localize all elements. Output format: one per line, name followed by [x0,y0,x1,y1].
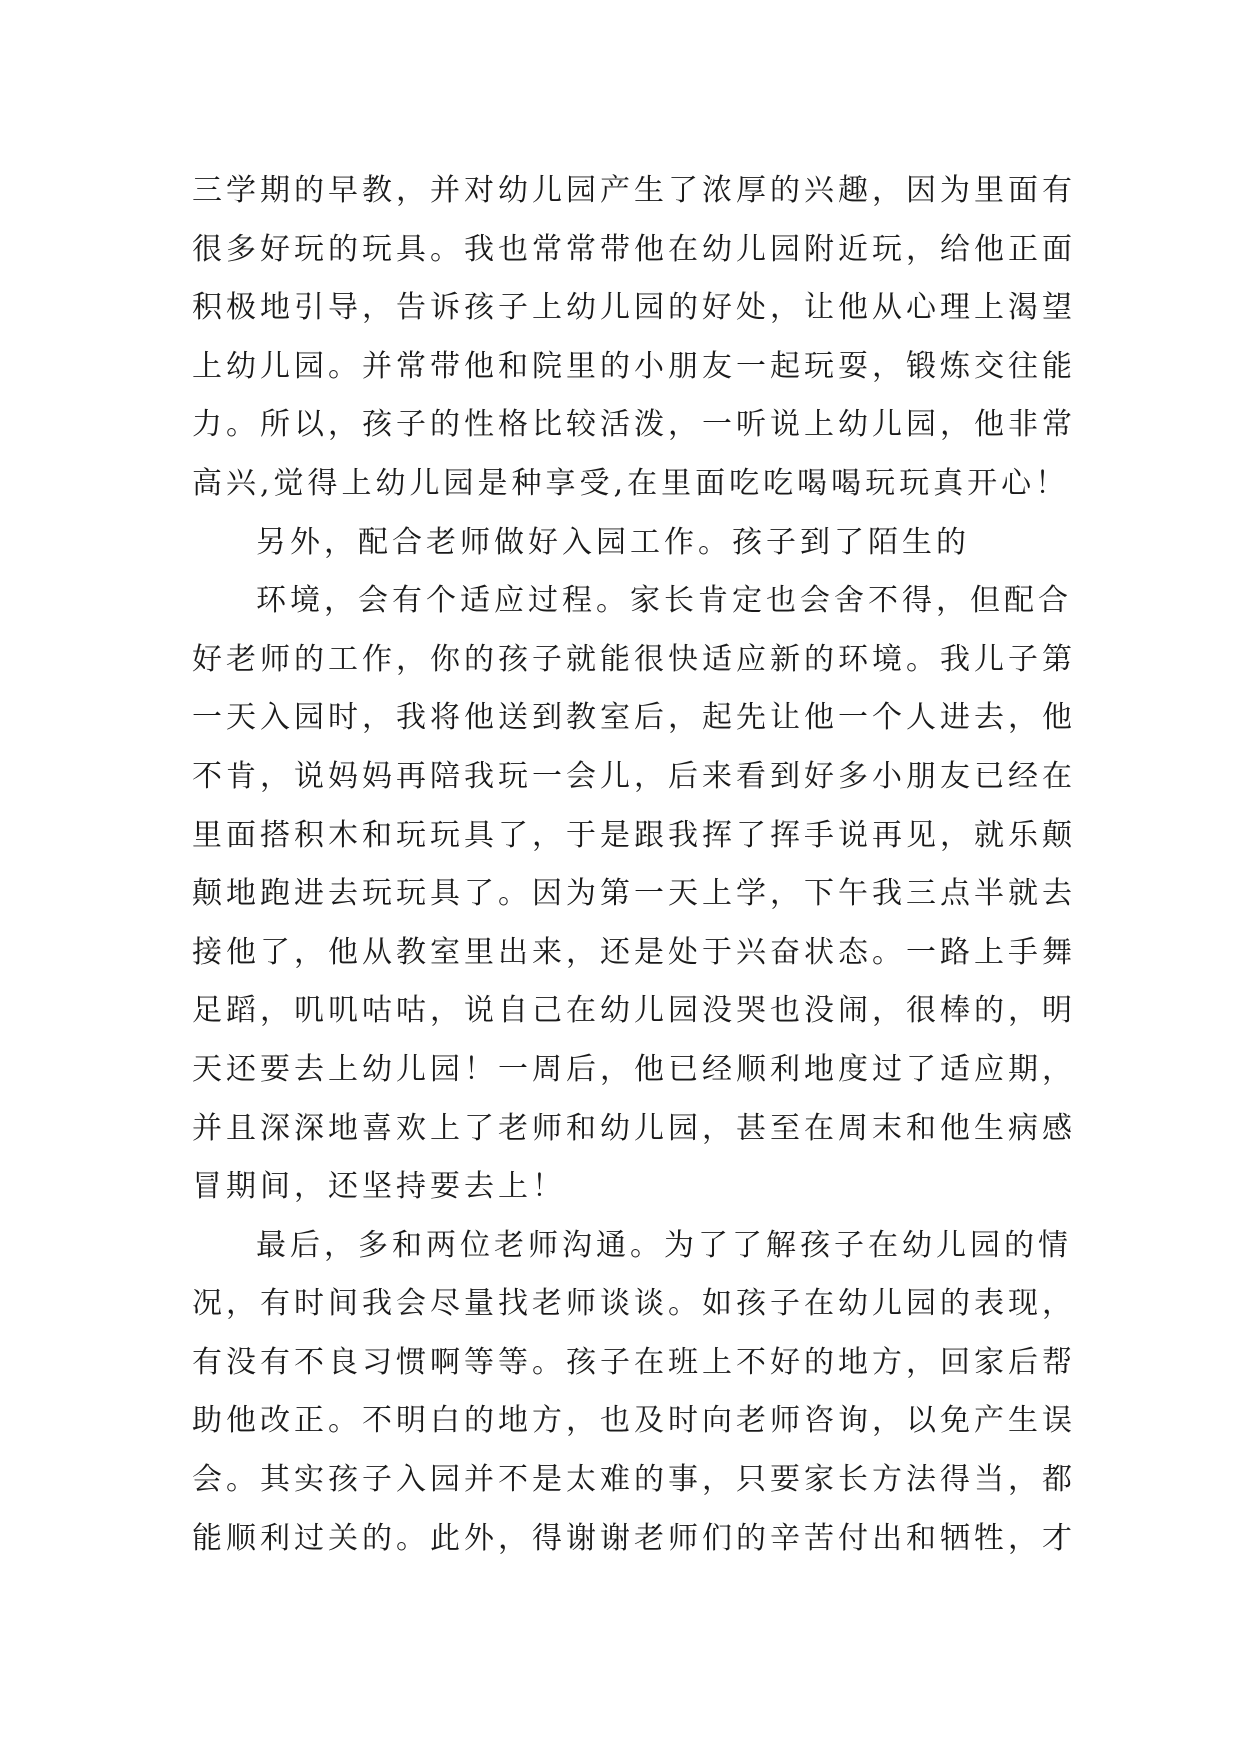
text-line: 并且深深地喜欢上了老师和幼儿园，甚至在周末和他生病感 [192,1110,1076,1146]
text-line: 另外，配合老师做好入园工作。孩子到了陌生的 [256,524,970,560]
text-line: 上幼儿园。并常带他和院里的小朋友一起玩耍，锻炼交往能 [192,348,1076,384]
text-line: 力。所以，孩子的性格比较活泼，一听说上幼儿园，他非常 [192,407,1076,443]
text-line: 足蹈，叽叽咕咕，说自己在幼儿园没哭也没闹，很棒的，明 [192,993,1076,1029]
text-line: 况，有时间我会尽量找老师谈谈。如孩子在幼儿园的表现， [192,1286,1076,1322]
text-line: 能顺利过关的。此外，得谢谢老师们的辛苦付出和牺牲，才 [192,1520,1076,1556]
text-line: 接他了，他从教室里出来，还是处于兴奋状态。一路上手舞 [192,934,1076,970]
text-line: 环境，会有个适应过程。家长肯定也会舍不得，但配合 [256,583,1072,619]
text-line: 一天入园时，我将他送到教室后，起先让他一个人进去，他 [192,700,1076,736]
text-line: 高兴,觉得上幼儿园是种享受,在里面吃吃喝喝玩玩真开心！ [192,465,1070,501]
text-line: 冒期间，还坚持要去上！ [192,1169,566,1205]
text-line: 有没有不良习惯啊等等。孩子在班上不好的地方，回家后帮 [192,1344,1076,1380]
text-line: 天还要去上幼儿园！一周后，他已经顺利地度过了适应期， [192,1051,1076,1087]
text-line: 最后，多和两位老师沟通。为了了解孩子在幼儿园的情 [256,1227,1072,1263]
text-line: 助他改正。不明白的地方，也及时向老师咨询，以免产生误 [192,1403,1076,1439]
text-line: 积极地引导，告诉孩子上幼儿园的好处，让他从心理上渴望 [192,290,1076,326]
text-line: 里面搭积木和玩玩具了，于是跟我挥了挥手说再见，就乐颠 [192,817,1076,853]
text-line: 好老师的工作，你的孩子就能很快适应新的环境。我儿子第 [192,641,1076,677]
text-line: 三学期的早教，并对幼儿园产生了浓厚的兴趣，因为里面有 [192,173,1076,208]
text-line: 不肯，说妈妈再陪我玩一会儿，后来看到好多小朋友已经在 [192,758,1076,794]
text-line: 颠地跑进去玩玩具了。因为第一天上学，下午我三点半就去 [192,876,1076,912]
text-line: 很多好玩的玩具。我也常常带他在幼儿园附近玩，给他正面 [192,231,1076,267]
body-text [192,162,1076,1568]
text-line: 会。其实孩子入园并不是太难的事，只要家长方法得当，都 [192,1462,1076,1498]
